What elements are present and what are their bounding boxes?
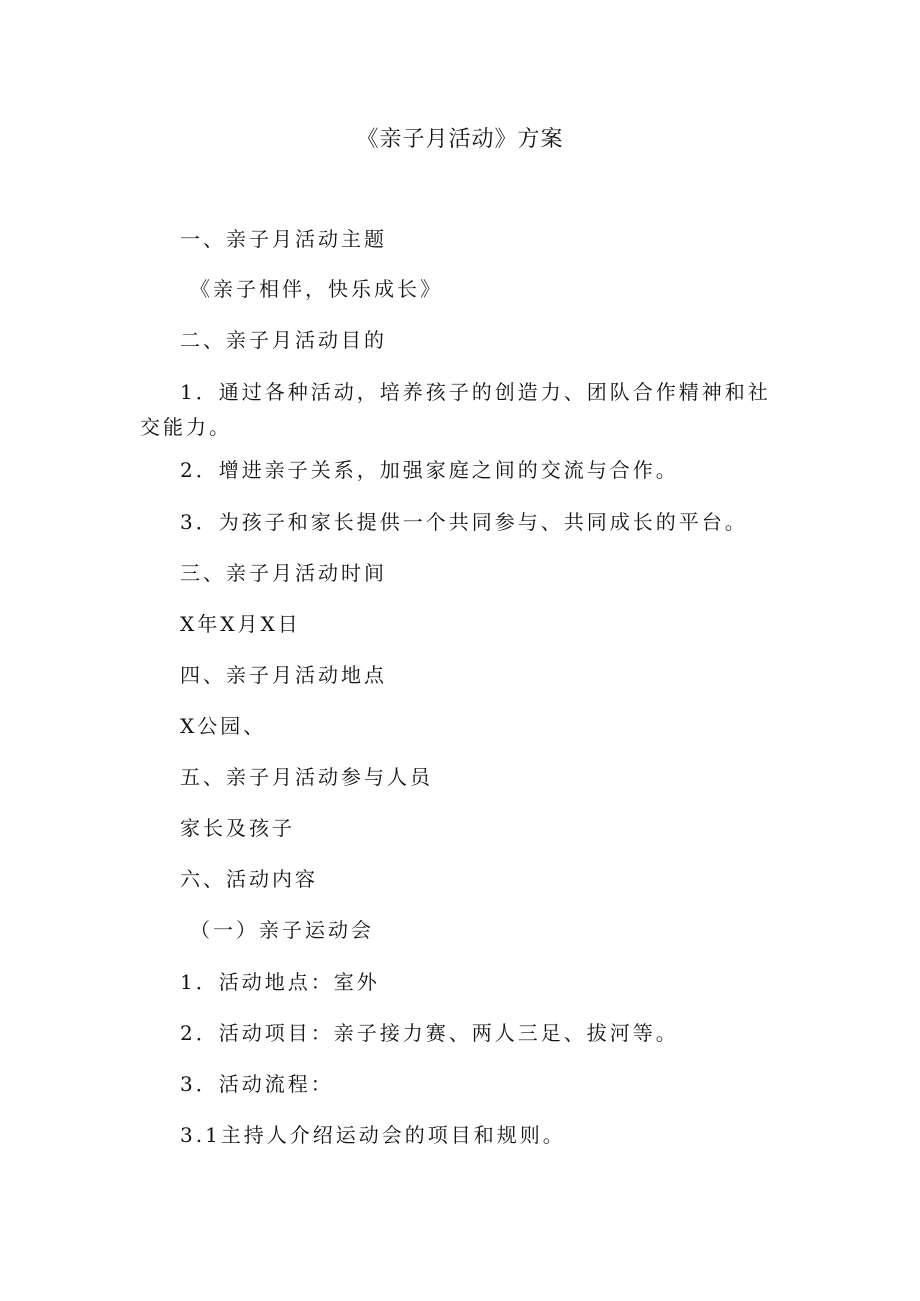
subsection-heading-sports: （一）亲子运动会	[190, 918, 374, 942]
sports-item-3-1: 3.1主持人介绍运动会的项目和规则。	[180, 1123, 566, 1147]
sports-item-1: 1．活动地点：室外	[180, 970, 380, 994]
section-heading-participants: 五、亲子月活动参与人员	[180, 765, 433, 789]
purpose-item-1: 1．通过各种活动，培养孩子的创造力、团队合作精神和社交能力。	[140, 380, 771, 439]
section-heading-content: 六、活动内容	[180, 867, 318, 891]
section-heading-theme: 一、亲子月活动主题	[180, 227, 387, 251]
theme-text: 《亲子相伴，快乐成长》	[190, 277, 443, 301]
sports-item-3: 3．活动流程：	[180, 1072, 334, 1096]
section-heading-location: 四、亲子月活动地点	[180, 663, 387, 687]
section-heading-purpose: 二、亲子月活动目的	[180, 328, 387, 352]
participants-text: 家长及孩子	[180, 816, 295, 840]
purpose-item-3: 3．为孩子和家长提供一个共同参与、共同成长的平台。	[180, 510, 748, 534]
document-title: 《亲子月活动》方案	[356, 127, 564, 152]
location-text: X公园、	[180, 714, 267, 738]
purpose-item-2: 2．增进亲子关系，加强家庭之间的交流与合作。	[180, 458, 679, 482]
time-text: X年X月X日	[180, 612, 301, 636]
section-heading-time: 三、亲子月活动时间	[180, 561, 387, 585]
sports-item-2: 2．活动项目：亲子接力赛、两人三足、拔河等。	[180, 1021, 679, 1045]
